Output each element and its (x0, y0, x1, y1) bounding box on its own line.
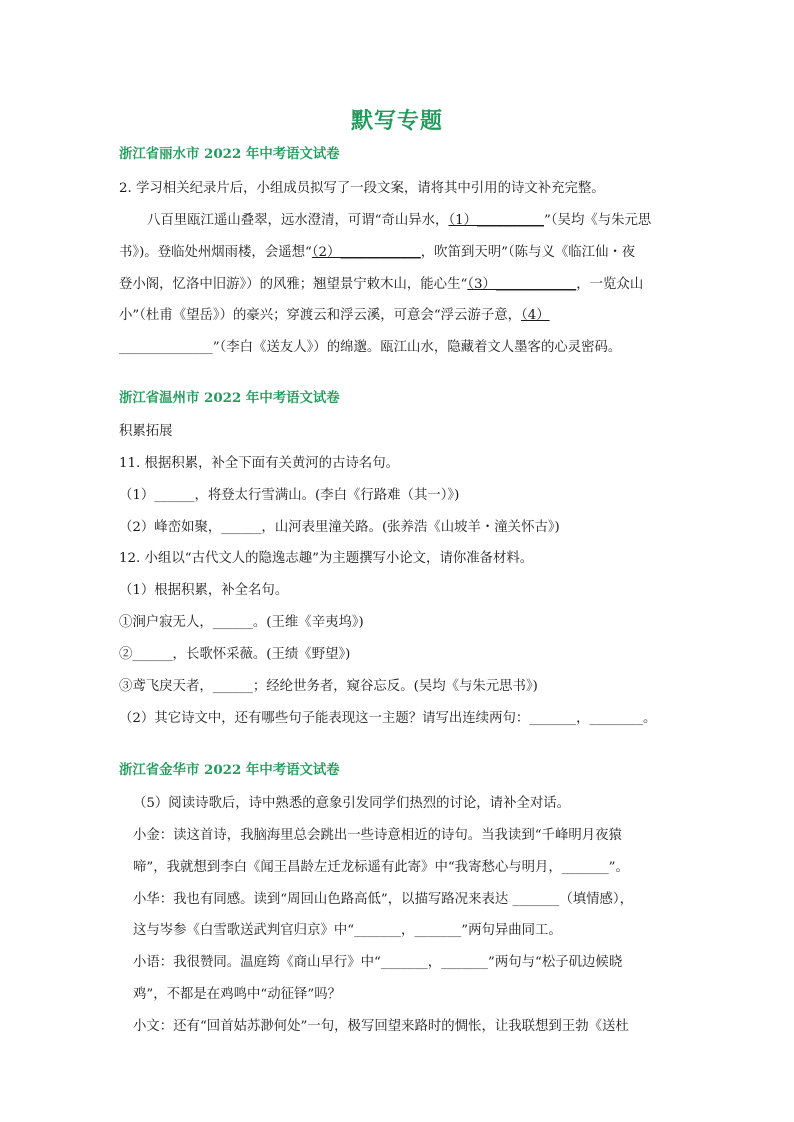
question-item: （1）根据积累，补全名句。 (119, 583, 289, 598)
question-5-prompt: （5）阅读诗歌后，诗中熟悉的意象引发同学们热烈的讨论，请补全对话。 (133, 796, 571, 811)
dialogue-line: 这与岑参《白雪歌送武判官归京》中“_______，_______”两句异曲同工。 (133, 923, 562, 938)
question-2-prompt: 2. 学习相关纪录片后，小组成员拟写了一段文案，请将其中引用的诗文补充完整。 (119, 181, 605, 196)
dialogue-line: 鸡”，不都是在鸡鸣中“动征铎”吗？ (133, 987, 342, 1002)
text-segment: ，一览众山 (576, 277, 644, 292)
subsection-label: 积累拓展 (119, 424, 173, 439)
blank-4: （4） (521, 308, 550, 323)
dialogue-line: 啼”，我就想到李白《闻王昌龄左迁龙标遥有此寄》中“我寄愁心与明月，_______”。 (133, 860, 629, 875)
text-segment: ”（吴均《与朱元思 (544, 213, 652, 228)
section-heading-wenzhou: 浙江省温州市 2022 年中考语文试卷 (119, 390, 340, 406)
question-item: （2）峰峦如聚，______，山河表里潼关路。(张养浩《山坡羊・潼关怀古》) (119, 520, 560, 535)
question-item: ①涧户寂无人，______。(王维《辛夷坞》) (119, 615, 364, 630)
page-title: 默写专题 (350, 108, 443, 134)
dialogue-line: 小文：还有“回首姑苏渺何处”一句，极写回望来路时的惆怅，让我联想到王勃《送杜 (133, 1019, 629, 1034)
text-segment: ，吹笛到天明”（陈与义《临江仙・夜 (420, 245, 636, 260)
section-heading-lishui: 浙江省丽水市 2022 年中考语文试卷 (119, 146, 340, 162)
dialogue-line: 小语：我很赞同。温庭筠《商山早行》中“_______，_______”两句与“松子矶边候晓 (133, 955, 623, 970)
question-item: ②______，长歌怀采薇。(王绩《野望》) (119, 647, 351, 662)
text-segment: 书》)。登临处州烟雨楼，会遥想“ (119, 245, 312, 260)
paragraph-line: ______________”（李白《送友人》）的绵邈。瓯江山水，隐藏着文人墨客的心灵密码。 (119, 340, 622, 355)
dialogue-line: 小金：读这首诗，我脑海里总会跳出一些诗意相近的诗句。当我读到“千峰明月夜猿 (133, 828, 622, 843)
dialogue-line: 小华：我也有同感。读到“周回山色路高低”，以描写路况来表达 _______（填情感）， (133, 892, 634, 907)
section-heading-jinhua: 浙江省金华市 2022 年中考语文试卷 (119, 762, 340, 778)
text-segment: 登小阁，忆洛中旧游》）的风雅；翘望景宁敕木山，能心生“ (119, 277, 468, 292)
question-12-prompt: 12. 小组以“古代文人的隐逸志趣”为主题撰写小论文，请你准备材料。 (119, 551, 534, 566)
blank-1: （1）__________ (448, 213, 545, 228)
text-segment: 小”（杜甫《望岳》）的豪兴；穿渡云和浮云溪，可意会“浮云游子意， (119, 308, 522, 323)
blank-2: （2）____________ (311, 245, 421, 260)
question-item: （2）其它诗文中，还有哪些句子能表现这一主题？请写出连续两句：_______，________。 (119, 711, 657, 726)
paragraph-line (119, 307, 550, 325)
paragraph-line (147, 212, 651, 230)
blank-3: （3）____________ (467, 277, 577, 292)
question-11-prompt: 11. 根据积累，补全下面有关黄河的古诗名句。 (119, 456, 399, 471)
paragraph-line (119, 276, 643, 294)
paragraph-line (119, 244, 635, 262)
question-item: ③鸢飞戾天者，______；经纶世务者，窥谷忘反。(吴均《与朱元思书》) (119, 679, 538, 694)
question-item: （1）______，将登太行雪满山。(李白《行路难（其一）》) (119, 488, 460, 503)
text-segment: 八百里瓯江遥山叠翠，远水澄清，可谓“奇山异水， (147, 213, 449, 228)
